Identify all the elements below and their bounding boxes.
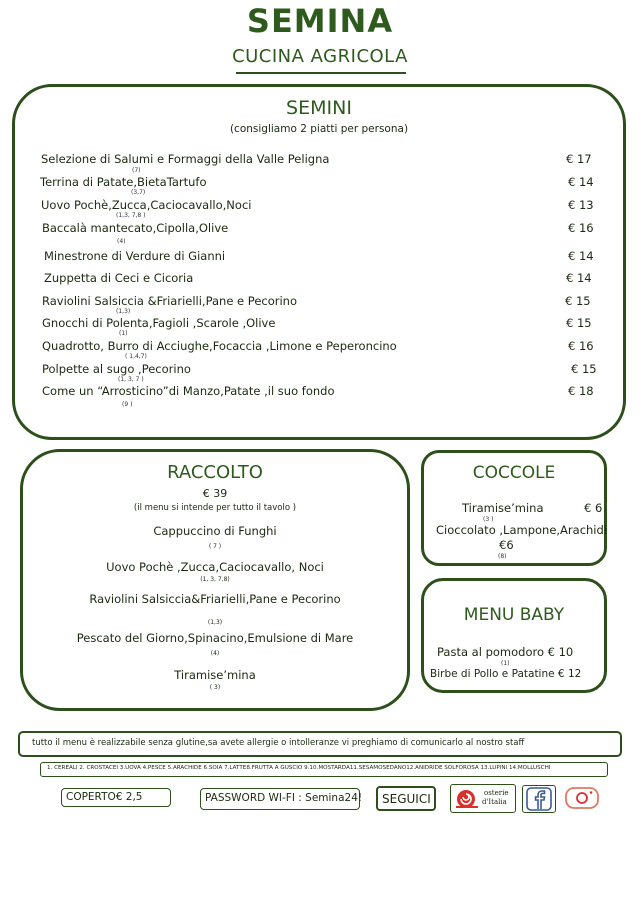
semini-dish: Quadrotto, Burro di Acciughe,Focaccia ,Limone e Peperoncino xyxy=(42,339,397,353)
semini-price: € 15 xyxy=(571,362,597,376)
baby-dish: Pasta al pomodoro € 10 xyxy=(437,645,574,659)
restaurant-name: SEMINA xyxy=(246,2,394,40)
baby-title: MENU BABY xyxy=(463,605,565,625)
semini-allergens: (7) xyxy=(132,167,141,174)
raccolto-dish: Pescato del Giorno,Spinacino,Emulsione di Mare xyxy=(76,631,354,645)
raccolto-allergens: (1,3) xyxy=(207,619,223,626)
baby-allergens: (1) xyxy=(501,660,510,667)
gluten-notice xyxy=(18,731,622,757)
allergen-legend-text: 1. CEREALI 2. CROSTACEI 3.UOVA 4.PESCE 5.ARACHIDE 6.SOIA 7.LATTE8.FRUTTA A GUSCIO 9.10.MOSTARDA11.SESAMOSEDANO12.ANIDRIDE SOLFOROSA 13.LUPINI 14.MOLLUSCHI xyxy=(47,765,551,771)
semini-price: € 13 xyxy=(568,198,594,212)
semini-allergens: (1) xyxy=(119,330,128,337)
semini-dish: Polpette al sugo ,Pecorino xyxy=(42,362,191,376)
raccolto-dish: Tiramise’mina xyxy=(174,668,256,682)
coccole-title: COCCOLE xyxy=(472,463,556,483)
semini-price: € 15 xyxy=(565,294,591,308)
instagram-icon[interactable] xyxy=(563,785,601,811)
semini-allergens: (1,3) xyxy=(116,308,131,315)
coccole-dish: Tiramise’mina xyxy=(462,501,544,515)
coccole-dish: Cioccolato ,Lampone,Arachidi xyxy=(436,523,607,537)
semini-price: € 14 xyxy=(568,249,594,263)
semini-dish: Uovo Pochè,Zucca,Caciocavallo,Noci xyxy=(41,198,252,212)
raccolto-title: RACCOLTO xyxy=(167,462,263,483)
facebook-icon[interactable] xyxy=(522,785,556,813)
semini-note: (consigliamo 2 piatti per persona) xyxy=(229,123,409,135)
semini-price: € 17 xyxy=(566,152,592,166)
allergen-legend xyxy=(40,762,608,777)
raccolto-section xyxy=(20,449,410,711)
semini-section xyxy=(12,84,626,440)
semini-allergens: (1, 3, 7 ) xyxy=(118,376,144,383)
raccolto-allergens: (1, 3, 7,8) xyxy=(200,576,230,583)
gluten-notice-text: tutto il menu è realizzabile senza glutine,sa avete allergie o intolleranze vi preghiamo di comunicarlo al nostro staff xyxy=(32,738,525,748)
raccolto-price: € 39 xyxy=(202,487,228,500)
raccolto-dish: Raviolini Salsiccia&Friarielli,Pane e Pecorino xyxy=(89,592,341,606)
raccolto-allergens: ( 7 ) xyxy=(208,543,222,550)
semini-dish: Come un “Arrosticino”di Manzo,Patate ,il suo fondo xyxy=(42,384,335,398)
semini-title: SEMINI xyxy=(286,97,352,119)
baby-dish: Birbe di Pollo e Patatine € 12 xyxy=(430,668,582,680)
coccole-allergens: (8) xyxy=(498,553,507,560)
semini-dish: Selezione di Salumi e Formaggi della Valle Peligna xyxy=(41,152,330,166)
semini-dish: Baccalà mantecato,Cipolla,Olive xyxy=(42,221,229,235)
osterie-badge[interactable] xyxy=(450,784,516,813)
semini-price: € 18 xyxy=(568,384,594,398)
coccole-price: € 6 xyxy=(584,501,603,515)
semini-dish: Terrina di Patate,BietaTartufo xyxy=(40,175,207,189)
semini-allergens: (4) xyxy=(117,238,126,245)
snail-logo-icon xyxy=(454,788,480,810)
semini-price: € 15 xyxy=(566,316,592,330)
raccolto-allergens: ( 3) xyxy=(209,684,221,691)
semini-price: € 16 xyxy=(568,339,594,353)
semini-price: € 14 xyxy=(566,271,592,285)
coccole-price: €6 xyxy=(499,538,514,552)
raccolto-allergens: (4) xyxy=(210,650,220,657)
semini-dish: Minestrone di Verdure di Gianni xyxy=(44,249,226,263)
baby-section xyxy=(421,578,607,693)
coccole-allergens: (3 ) xyxy=(483,516,494,523)
semini-dish: Zuppetta di Ceci e Cicoria xyxy=(44,271,194,285)
subtitle-underline xyxy=(236,72,406,74)
coperto-label: COPERTO€ 2,5 xyxy=(61,788,171,807)
semini-price: € 14 xyxy=(568,175,594,189)
semini-dish: Gnocchi di Polenta,Fagioli ,Scarole ,Olive xyxy=(42,316,276,330)
osterie-text-1: osterie xyxy=(484,789,509,797)
semini-allergens: (9 ) xyxy=(122,401,133,408)
seguici-label: SEGUICI xyxy=(376,786,436,811)
osterie-text-2: d'Italia xyxy=(482,798,507,806)
raccolto-dish: Cappuccino di Funghi xyxy=(153,524,277,538)
raccolto-dish: Uovo Pochè ,Zucca,Caciocavallo, Noci xyxy=(106,560,324,574)
semini-dish: Raviolini Salsiccia &Friarielli,Pane e Pecorino xyxy=(42,294,297,308)
semini-allergens: (1,3, 7,8 ) xyxy=(116,212,146,219)
coccole-section xyxy=(421,450,607,566)
wifi-password: PASSWORD WI-FI : Semina24! xyxy=(200,788,360,810)
semini-allergens: ( 1,4,7) xyxy=(125,353,147,360)
restaurant-subtitle: CUCINA AGRICOLA xyxy=(232,46,408,67)
raccolto-note: (il menu si intende per tutto il tavolo ) xyxy=(133,503,297,513)
semini-price: € 16 xyxy=(568,221,594,235)
semini-allergens: (3,7) xyxy=(131,189,146,196)
